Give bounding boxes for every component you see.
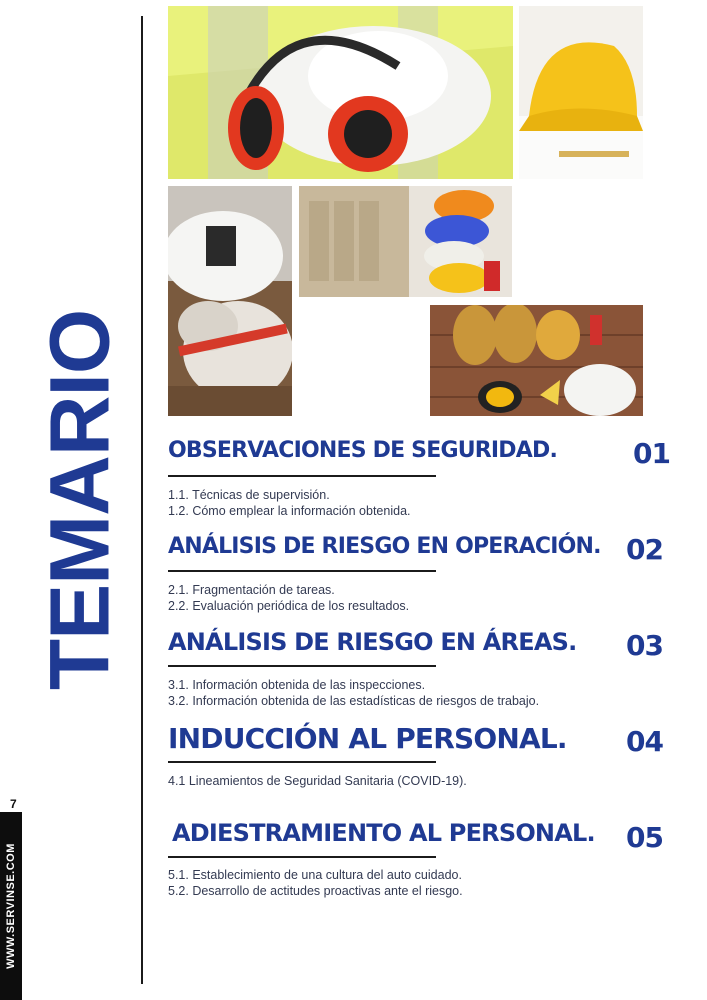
vertical-divider [141, 16, 143, 984]
section-item: 1.1. Técnicas de supervisión. [168, 488, 330, 502]
section-title-1: OBSERVACIONES DE SEGURIDAD. [168, 438, 557, 463]
page-number: 7 [10, 797, 17, 811]
page-title-wrap [32, 305, 127, 695]
photo-helmet-gloves-wrench [168, 186, 292, 416]
section-rule-5 [168, 856, 436, 858]
section-items-3 [168, 677, 539, 709]
section-rule-1 [168, 475, 436, 477]
section-title-3: ANÁLISIS DE RIESGO EN ÁREAS. [168, 628, 577, 656]
section-item: 4.1 Lineamientos de Seguridad Sanitaria (COVID-19). [168, 774, 467, 788]
section-rule-2 [168, 570, 436, 572]
section-title-2: ANÁLISIS DE RIESGO EN OPERACIÓN. [168, 534, 601, 559]
section-items-5 [168, 867, 463, 899]
section-number-2: 02 [626, 533, 663, 566]
section-rule-4 [168, 761, 436, 763]
photo-boots-gloves-helmet [430, 305, 643, 416]
photo-helmets-locker-room [299, 186, 512, 297]
photo-earmuffs-helmet-vest [168, 6, 513, 179]
page-title: TEMARIO [32, 309, 127, 691]
website-url: WWW.SERVINSE.COM [5, 843, 17, 969]
section-items-4 [168, 773, 467, 789]
section-item: 1.2. Cómo emplear la información obtenida. [168, 504, 411, 518]
section-item: 5.2. Desarrollo de actitudes proactivas ante el riesgo. [168, 884, 463, 898]
section-item: 3.2. Información obtenida de las estadísticas de riesgos de trabajo. [168, 694, 540, 708]
section-number-3: 03 [626, 629, 663, 662]
website-strip [0, 812, 22, 1000]
section-number-4: 04 [626, 725, 663, 758]
section-item: 5.1. Establecimiento de una cultura del auto cuidado. [168, 868, 462, 882]
section-item: 2.2. Evaluación periódica de los resultados. [168, 599, 410, 613]
section-item: 2.1. Fragmentación de tareas. [168, 583, 335, 597]
section-title-4: INDUCCIÓN AL PERSONAL. [168, 722, 567, 755]
section-item: 3.1. Información obtenida de las inspecciones. [168, 678, 426, 692]
section-items-1 [168, 487, 411, 519]
section-items-2 [168, 582, 409, 614]
section-number-1: 01 [633, 437, 670, 470]
section-number-5: 05 [626, 821, 663, 854]
photo-yellow-hardhat [519, 6, 643, 179]
section-title-5: ADIESTRAMIENTO AL PERSONAL. [172, 819, 595, 847]
section-rule-3 [168, 665, 436, 667]
